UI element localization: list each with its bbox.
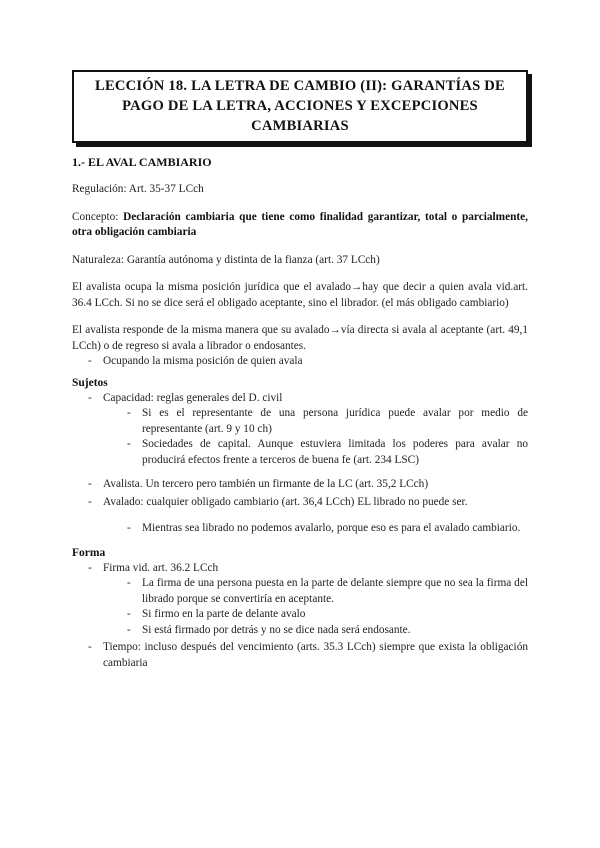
naturaleza-paragraph: Naturaleza: Garantía autónoma y distinta de la fianza (art. 37 LCch) — [72, 253, 380, 266]
dash-bullet: - — [88, 391, 92, 404]
list-item — [72, 354, 528, 370]
list-item-text: Avalista. Un tercero pero también un firmante de la LC (art. 35,2 LCch) — [103, 478, 429, 490]
dash-bullet: - — [127, 577, 131, 589]
list-item-text: Capacidad: reglas generales del D. civil — [103, 391, 283, 404]
dash-bullet: - — [127, 438, 131, 450]
regulacion-paragraph: Regulación: Art. 35-37 LCch — [72, 183, 204, 195]
list-item — [72, 495, 528, 511]
section-heading-aval: 1.- EL AVAL CAMBIARIO — [72, 155, 212, 169]
dash-bullet: - — [88, 355, 92, 367]
dash-bullet: - — [127, 407, 131, 419]
concepto-text: Declaración cambiaria que tiene como finalidad garantizar, total o parcialmente, otra obligación cambiaria — [72, 210, 528, 238]
list-item-text: Si es el representante de una persona jurídica puede avalar por medio de representante (art. 9 y 10 ch) — [142, 407, 528, 435]
list-item-text: La firma de una persona puesta en la parte de delante siempre que no sea la firma del librado porque se convertiría en aceptante. — [142, 577, 528, 605]
dash-bullet: - — [127, 608, 131, 620]
list-item-text: Tiempo: incluso después del vencimiento (arts. 35.3 LCch) siempre que exista la obligación cambiaria — [103, 641, 528, 669]
dash-bullet: - — [88, 478, 92, 490]
document-page — [72, 70, 528, 671]
list-item-text: Si está firmado por detrás y no se dice nada será endosante. — [142, 623, 411, 636]
dash-bullet: - — [127, 522, 131, 534]
concepto-label: Concepto: — [72, 210, 124, 223]
list-item-text: Avalado: cualquier obligado cambiario (art. 36,4 LCch) EL librado no puede ser. — [103, 495, 468, 508]
forma-heading: Forma — [72, 546, 106, 559]
list-item — [72, 437, 528, 468]
avalista-responde-paragraph: El avalista responde de la misma manera que su avalado→vía directa si avala al aceptante (art. 49,1 LCch) o de regreso si avala a librador o endosantes. — [72, 324, 528, 352]
dash-bullet: - — [88, 561, 92, 574]
dash-bullet: - — [88, 641, 92, 653]
list-item — [72, 521, 528, 537]
list-item-text: Mientras sea librado no podemos avalarlo, porque eso es para el avalado cambiario. — [142, 522, 521, 534]
list-item-text: Si firmo en la parte de delante avalo — [142, 608, 306, 620]
list-item-text: Firma vid. art. 36.2 LCch — [103, 561, 219, 574]
list-item — [72, 640, 528, 671]
dash-bullet: - — [127, 623, 131, 636]
list-item-text: Sociedades de capital. Aunque estuviera limitada los poderes para avalar no producirá efectos frente a terceros de buena fe (art. 234 LSC) — [142, 438, 528, 466]
list-item — [72, 406, 528, 437]
list-item — [72, 561, 528, 577]
list-item — [72, 477, 528, 493]
lesson-title: LECCIÓN 18. LA LETRA DE CAMBIO (II): GARANTÍAS DE PAGO DE LA LETRA, ACCIONES Y EXCEPCIONES CAMBIARIAS — [72, 70, 528, 143]
dash-bullet: - — [88, 495, 92, 508]
list-item — [72, 607, 528, 623]
sujetos-heading: Sujetos — [72, 376, 108, 389]
avalista-posicion-paragraph: El avalista ocupa la misma posición jurídica que el avalado→hay que decir a quien avala vid.art. 36.4 LCch. Si no se dice será el obligado aceptante, sino el librador. (el más obligado cambiario) — [72, 281, 528, 309]
list-item — [72, 623, 528, 639]
list-item-text: Ocupando la misma posición de quien avala — [103, 355, 303, 367]
concepto-paragraph — [72, 210, 528, 241]
list-item — [72, 391, 528, 407]
list-item — [72, 576, 528, 607]
